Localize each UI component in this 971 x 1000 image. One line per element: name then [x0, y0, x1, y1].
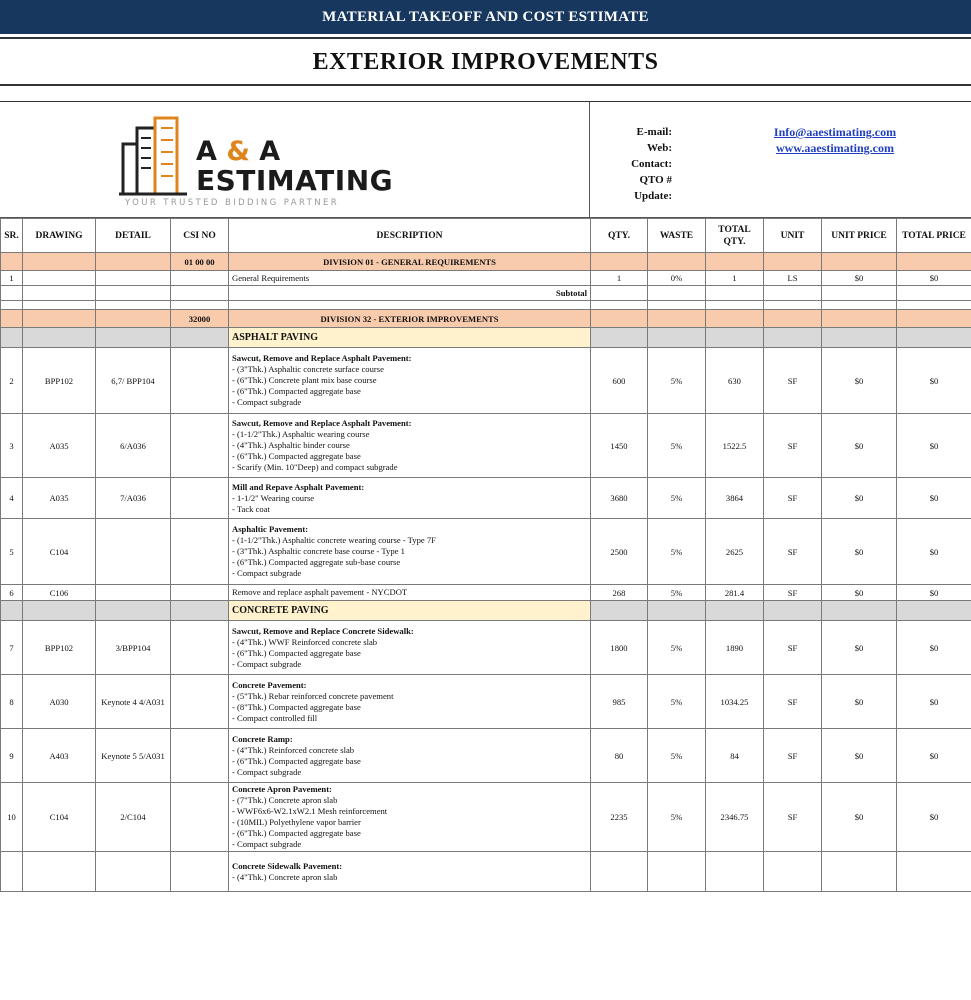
waste-cell: 5%	[648, 414, 706, 478]
item-title: Asphaltic Pavement:	[232, 524, 309, 534]
table-cell	[648, 310, 706, 328]
qty-cell: 1800	[591, 621, 648, 675]
unit-price-cell: $0	[822, 478, 897, 519]
drawing-cell: BPP102	[23, 348, 96, 414]
sr-cell: 9	[1, 729, 23, 783]
item-line: - (6"Thk.) Compacted aggregate base	[232, 647, 361, 658]
table-cell	[591, 301, 648, 310]
unit-cell: LS	[764, 271, 822, 286]
table-cell	[822, 286, 897, 301]
total-qty-cell: 2625	[706, 519, 764, 585]
total-price-cell: $0	[897, 783, 971, 852]
logo-area	[0, 102, 590, 218]
table-cell	[764, 328, 822, 348]
table-cell	[764, 601, 822, 621]
subtotal-label: Subtotal	[229, 286, 591, 301]
table-cell	[1, 286, 23, 301]
description-cell: General Requirements	[229, 271, 591, 286]
waste-cell: 5%	[648, 519, 706, 585]
table-cell	[822, 328, 897, 348]
sr-cell	[1, 852, 23, 892]
section-header-row	[1, 601, 971, 621]
total-price-cell	[897, 852, 971, 892]
division-csi: 01 00 00	[171, 253, 229, 271]
csi-cell	[171, 621, 229, 675]
table-cell	[897, 286, 971, 301]
item-line: - (6"Thk.) Compacted aggregate base	[232, 386, 361, 396]
qty-cell: 2235	[591, 783, 648, 852]
table-cell	[171, 601, 229, 621]
table-cell	[706, 328, 764, 348]
takeoff-table	[0, 218, 971, 892]
table-cell	[822, 253, 897, 271]
item-line: - Compact subgrade	[232, 568, 302, 578]
table-cell	[96, 601, 171, 621]
unit-cell: SF	[764, 348, 822, 414]
unit-cell: SF	[764, 478, 822, 519]
column-header: CSI NO	[171, 219, 229, 253]
table-cell	[1, 310, 23, 328]
column-header: DESCRIPTION	[229, 219, 591, 253]
qty-cell	[591, 852, 648, 892]
csi-cell	[171, 783, 229, 852]
csi-cell	[171, 729, 229, 783]
table-row	[1, 478, 971, 519]
drawing-cell: C104	[23, 519, 96, 585]
description-cell	[229, 675, 591, 729]
table-cell	[706, 253, 764, 271]
total-qty-cell: 281.4	[706, 585, 764, 601]
email-link[interactable]: Info@aaestimating.com	[773, 125, 897, 139]
column-header: WASTE	[648, 219, 706, 253]
total-qty-cell: 630	[706, 348, 764, 414]
unit-cell: SF	[764, 519, 822, 585]
table-cell	[897, 601, 971, 621]
section-title: CONCRETE PAVING	[229, 601, 591, 621]
blank-row	[1, 301, 971, 310]
update-label: Update:	[634, 190, 672, 202]
drawing-cell: A035	[23, 478, 96, 519]
unit-price-cell: $0	[822, 783, 897, 852]
waste-cell: 5%	[648, 783, 706, 852]
qto-label: QTO #	[639, 174, 672, 186]
waste-cell: 5%	[648, 675, 706, 729]
sr-cell: 2	[1, 348, 23, 414]
table-row	[1, 414, 971, 478]
table-row	[1, 783, 971, 852]
division-header-row	[1, 310, 971, 328]
table-row	[1, 621, 971, 675]
table-cell	[897, 301, 971, 310]
total-price-cell: $0	[897, 729, 971, 783]
detail-cell	[96, 271, 171, 286]
table-cell	[591, 310, 648, 328]
brand-tagline: YOUR TRUSTED BIDDING PARTNER	[125, 198, 340, 208]
qty-cell: 2500	[591, 519, 648, 585]
buildings-logo-icon	[117, 114, 191, 200]
sr-cell: 10	[1, 783, 23, 852]
sr-cell: 7	[1, 621, 23, 675]
division-header-row	[1, 253, 971, 271]
table-cell	[897, 310, 971, 328]
table-cell	[706, 301, 764, 310]
total-price-cell: $0	[897, 271, 971, 286]
table-cell	[96, 286, 171, 301]
table-cell	[648, 601, 706, 621]
item-line: - (6"Thk.) Concrete plant mix base course	[232, 375, 377, 385]
sr-cell: 3	[1, 414, 23, 478]
drawing-cell: A403	[23, 729, 96, 783]
table-cell	[897, 328, 971, 348]
description-cell	[229, 852, 591, 892]
unit-cell: SF	[764, 783, 822, 852]
description-cell	[229, 729, 591, 783]
table-cell	[23, 286, 96, 301]
detail-cell: 3/BPP104	[96, 621, 171, 675]
table-cell	[648, 301, 706, 310]
table-cell	[23, 310, 96, 328]
waste-cell: 5%	[648, 348, 706, 414]
item-title: Mill and Repave Asphalt Pavement:	[232, 481, 365, 492]
item-title: Sawcut, Remove and Replace Concrete Sidewalk:	[232, 625, 414, 636]
description-cell	[229, 585, 591, 601]
division-csi: 32000	[171, 310, 229, 328]
waste-cell: 5%	[648, 478, 706, 519]
item-line: - (3"Thk.) Asphaltic concrete surface course	[232, 364, 384, 374]
waste-cell	[648, 852, 706, 892]
total-price-cell: $0	[897, 585, 971, 601]
csi-cell	[171, 414, 229, 478]
table-cell	[764, 310, 822, 328]
waste-cell: 5%	[648, 729, 706, 783]
table-cell	[23, 253, 96, 271]
total-price-cell: $0	[897, 414, 971, 478]
column-header: DETAIL	[96, 219, 171, 253]
sr-cell: 1	[1, 271, 23, 286]
total-qty-cell: 84	[706, 729, 764, 783]
division-title: DIVISION 01 - GENERAL REQUIREMENTS	[229, 253, 591, 271]
item-title: Sawcut, Remove and Replace Asphalt Pavement:	[232, 418, 412, 428]
sr-cell: 4	[1, 478, 23, 519]
unit-cell: SF	[764, 414, 822, 478]
item-line: - Compact subgrade	[232, 766, 302, 777]
division-title: DIVISION 32 - EXTERIOR IMPROVEMENTS	[229, 310, 591, 328]
table-cell	[897, 253, 971, 271]
detail-cell: Keynote 5 5/A031	[96, 729, 171, 783]
item-line: - (4"Thk.) Asphaltic binder course	[232, 440, 350, 450]
column-header: UNIT	[764, 219, 822, 253]
detail-cell	[96, 852, 171, 892]
table-cell	[1, 328, 23, 348]
qty-cell: 1450	[591, 414, 648, 478]
table-row	[1, 519, 971, 585]
drawing-cell: BPP102	[23, 621, 96, 675]
table-cell	[96, 328, 171, 348]
unit-cell: SF	[764, 585, 822, 601]
page-subtitle: EXTERIOR IMPROVEMENTS	[0, 37, 971, 86]
item-line: Remove and replace asphalt pavement - NYCDOT	[232, 587, 408, 597]
item-line: - (6"Thk.) Compacted aggregate base	[232, 755, 361, 766]
table-cell	[171, 301, 229, 310]
contact-labels	[596, 124, 672, 204]
drawing-cell	[23, 271, 96, 286]
table-cell	[171, 286, 229, 301]
csi-cell	[171, 852, 229, 892]
detail-cell: 2/C104	[96, 783, 171, 852]
unit-price-cell: $0	[822, 585, 897, 601]
sr-cell: 6	[1, 585, 23, 601]
brand-ampersand: &	[226, 136, 250, 167]
table-row	[1, 852, 971, 892]
item-line: - WWF6x6-W2.1xW2.1 Mesh reinforcement	[232, 806, 388, 816]
drawing-cell: C106	[23, 585, 96, 601]
item-line: - Tack coat	[232, 503, 270, 514]
item-title: Concrete Ramp:	[232, 733, 293, 744]
description-cell	[229, 621, 591, 675]
item-line: - Scarify (Min. 10"Deep) and compact subgrade	[232, 462, 398, 472]
description-cell	[229, 519, 591, 585]
column-header: DRAWING	[23, 219, 96, 253]
qty-cell: 985	[591, 675, 648, 729]
csi-cell	[171, 348, 229, 414]
item-line: - (4"Thk.) WWF Reinforced concrete slab	[232, 636, 378, 647]
table-cell	[1, 253, 23, 271]
total-qty-cell: 1890	[706, 621, 764, 675]
table-cell	[822, 601, 897, 621]
table-cell	[764, 301, 822, 310]
csi-cell	[171, 271, 229, 286]
unit-price-cell	[822, 852, 897, 892]
table-row	[1, 675, 971, 729]
qty-cell: 3680	[591, 478, 648, 519]
contact-values	[705, 124, 965, 156]
company-header	[0, 102, 971, 218]
detail-cell: Keynote 4 4/A031	[96, 675, 171, 729]
description-cell	[229, 414, 591, 478]
unit-cell	[764, 852, 822, 892]
waste-cell: 0%	[648, 271, 706, 286]
detail-cell	[96, 585, 171, 601]
detail-cell	[96, 519, 171, 585]
sr-cell: 5	[1, 519, 23, 585]
drawing-cell: C104	[23, 783, 96, 852]
email-label: E-mail:	[636, 126, 672, 138]
table-cell	[96, 301, 171, 310]
table-cell	[706, 286, 764, 301]
brand-letter-b: A	[259, 136, 281, 167]
column-header: TOTAL PRICE	[897, 219, 971, 253]
column-header: QTY.	[591, 219, 648, 253]
table-cell	[23, 601, 96, 621]
table-cell	[706, 601, 764, 621]
item-line: - (1-1/2"Thk.) Asphaltic concrete wearing course - Type 7F	[232, 535, 436, 545]
drawing-cell: A035	[23, 414, 96, 478]
sr-cell: 8	[1, 675, 23, 729]
table-cell	[764, 286, 822, 301]
table-cell	[23, 301, 96, 310]
item-line: - (4"Thk.) Reinforced concrete slab	[232, 744, 355, 755]
item-line: - Compact subgrade	[232, 658, 302, 669]
contact-label: Contact:	[631, 158, 672, 170]
table-cell	[1, 301, 23, 310]
unit-cell: SF	[764, 675, 822, 729]
item-line: - (8"Thk.) Compacted aggregate base	[232, 701, 361, 712]
total-qty-cell: 3864	[706, 478, 764, 519]
table-cell	[96, 310, 171, 328]
item-line: - (7"Thk.) Concrete apron slab	[232, 795, 338, 805]
description-cell	[229, 783, 591, 852]
unit-cell: SF	[764, 729, 822, 783]
unit-price-cell: $0	[822, 675, 897, 729]
brand-name	[196, 137, 280, 167]
table-cell	[1, 601, 23, 621]
table-cell	[648, 253, 706, 271]
total-qty-cell: 1522.5	[706, 414, 764, 478]
table-cell	[822, 310, 897, 328]
total-price-cell: $0	[897, 348, 971, 414]
item-title: Sawcut, Remove and Replace Asphalt Pavement:	[232, 353, 412, 363]
table-row	[1, 348, 971, 414]
csi-cell	[171, 478, 229, 519]
detail-cell: 7/A036	[96, 478, 171, 519]
item-line: - (3"Thk.) Asphaltic concrete base course - Type 1	[232, 546, 405, 556]
total-qty-cell	[706, 852, 764, 892]
csi-cell	[171, 585, 229, 601]
section-title: ASPHALT PAVING	[229, 328, 591, 348]
qty-cell: 600	[591, 348, 648, 414]
table-row	[1, 729, 971, 783]
item-title: Concrete Apron Pavement:	[232, 784, 332, 794]
spacer-row	[0, 86, 971, 102]
website-link[interactable]: www.aaestimating.com	[776, 141, 894, 155]
web-label: Web:	[646, 142, 672, 154]
table-row	[1, 271, 971, 286]
table-cell	[648, 286, 706, 301]
unit-price-cell: $0	[822, 729, 897, 783]
total-price-cell: $0	[897, 675, 971, 729]
unit-price-cell: $0	[822, 348, 897, 414]
unit-price-cell: $0	[822, 271, 897, 286]
qty-cell: 80	[591, 729, 648, 783]
table-cell	[591, 286, 648, 301]
table-cell	[229, 301, 591, 310]
table-cell	[822, 301, 897, 310]
waste-cell: 5%	[648, 621, 706, 675]
csi-cell	[171, 675, 229, 729]
drawing-cell	[23, 852, 96, 892]
subtotal-row	[1, 286, 971, 301]
table-cell	[96, 253, 171, 271]
section-header-row	[1, 328, 971, 348]
total-qty-cell: 1034.25	[706, 675, 764, 729]
table-cell	[171, 328, 229, 348]
description-cell	[229, 348, 591, 414]
csi-cell	[171, 519, 229, 585]
waste-cell: 5%	[648, 585, 706, 601]
table-cell	[764, 253, 822, 271]
table-cell	[706, 310, 764, 328]
table-cell	[591, 601, 648, 621]
total-price-cell: $0	[897, 478, 971, 519]
column-header-row	[1, 219, 971, 253]
item-line: - (6"Thk.) Compacted aggregate sub-base course	[232, 557, 401, 567]
item-line: - (1-1/2"Thk.) Asphaltic wearing course	[232, 429, 370, 439]
item-line: - (4"Thk.) Concrete apron slab	[232, 871, 338, 882]
unit-cell: SF	[764, 621, 822, 675]
table-cell	[591, 328, 648, 348]
unit-price-cell: $0	[822, 519, 897, 585]
table-row	[1, 585, 971, 601]
qty-cell: 268	[591, 585, 648, 601]
description-cell	[229, 478, 591, 519]
brand-estimating: ESTIMATING	[196, 164, 394, 197]
item-title: Concrete Sidewalk Pavement:	[232, 860, 343, 871]
item-line: - Compact subgrade	[232, 397, 302, 407]
column-header: TOTAL QTY.	[706, 219, 764, 253]
total-price-cell: $0	[897, 519, 971, 585]
item-line: - Compact subgrade	[232, 839, 302, 849]
column-header: SR.	[1, 219, 23, 253]
item-line: - Compact controlled fill	[232, 712, 318, 723]
item-line: - (5"Thk.) Rebar reinforced concrete pavement	[232, 690, 394, 701]
item-title: Concrete Pavement:	[232, 679, 307, 690]
total-qty-cell: 2346.75	[706, 783, 764, 852]
total-price-cell: $0	[897, 621, 971, 675]
detail-cell: 6/A036	[96, 414, 171, 478]
item-line: - (6"Thk.) Compacted aggregate base	[232, 828, 361, 838]
item-line: - 1-1/2" Wearing course	[232, 492, 315, 503]
unit-price-cell: $0	[822, 621, 897, 675]
table-cell	[648, 328, 706, 348]
table-cell	[23, 328, 96, 348]
unit-price-cell: $0	[822, 414, 897, 478]
drawing-cell: A030	[23, 675, 96, 729]
item-line: - (10MIL) Polyethylene vapor barrier	[232, 817, 361, 827]
brand-letter-a: A	[196, 136, 217, 167]
item-line: - (6"Thk.) Compacted aggregate base	[232, 451, 361, 461]
detail-cell: 6,7/ BPP104	[96, 348, 171, 414]
total-qty-cell: 1	[706, 271, 764, 286]
column-header: UNIT PRICE	[822, 219, 897, 253]
qty-cell: 1	[591, 271, 648, 286]
table-cell	[591, 253, 648, 271]
banner-title: MATERIAL TAKEOFF AND COST ESTIMATE	[0, 0, 971, 34]
